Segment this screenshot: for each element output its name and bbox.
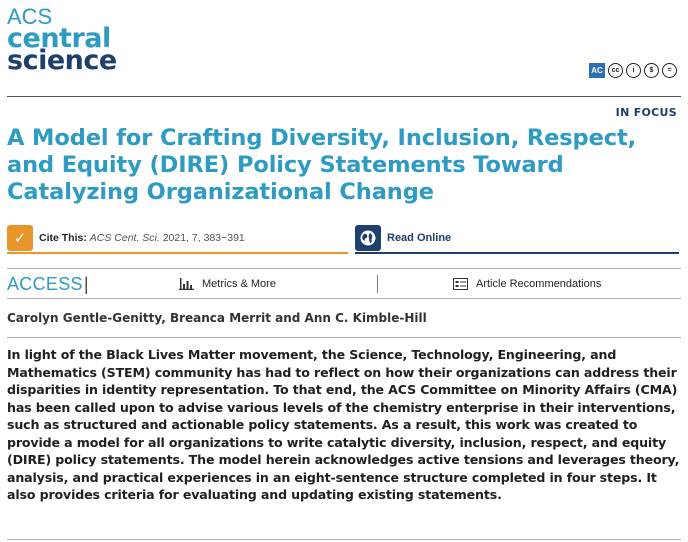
bar-chart-icon (179, 278, 195, 290)
license-badges[interactable] (589, 63, 677, 78)
checkmark-icon: ✓ (7, 225, 33, 251)
access-label (7, 274, 175, 295)
logo-central: central (7, 23, 111, 54)
access-divider-top (7, 268, 681, 269)
attribution-icon: i (626, 63, 641, 78)
access-bar (7, 270, 681, 298)
author-list: Carolyn Gentle-Genitty, Breanca Merrit and Ann C. Kimble-Hill (7, 311, 427, 325)
section-label: IN FOCUS (615, 106, 677, 119)
citation-text (39, 232, 245, 244)
access-divider-bottom (7, 298, 681, 299)
logo-acs: ACS (7, 4, 53, 29)
cite-journal: ACS Cent. Sci. (89, 232, 160, 244)
metrics-link[interactable] (179, 278, 276, 290)
author-choice-icon: AC (589, 63, 605, 78)
read-online-button[interactable] (355, 224, 679, 254)
globe-icon (355, 225, 381, 251)
cc-icon: cc (608, 63, 623, 78)
access-vertical-divider (377, 275, 378, 293)
logo-science: science (7, 45, 117, 76)
journal-logo[interactable] (7, 6, 117, 74)
footer-divider (7, 539, 681, 540)
cite-prefix: Cite This: (39, 232, 87, 244)
abstract-divider (7, 337, 681, 338)
access-separator: | (83, 273, 89, 294)
article-title: A Model for Crafting Diversity, Inclusion, Respect, and Equity (DIRE) Policy Statements Toward Catalyzing Organizational Change (7, 125, 637, 205)
abstract: In light of the Black Lives Matter movement, the Science, Technology, Engineering, and Mathematics (STEM) community has had to reflect on how their organizations can address their disparities in identity representation. To that end, the ACS Committee on Minority Affairs (CMA) has been called upon to advise various levels of the chemistry enterprise in their interventions, such as structured and actionable policy statements. As a result, this work was created to provide a model for all organizations to write catalytic diversity, inclusion, respect, and equity (DIRE) policy statements. The model herein acknowledges active tensions and leverages theory, analysis, and practical experiences in an eight-sentence structure completed in four steps. It also provides criteria for evaluating and updating existing statements. (7, 347, 680, 502)
no-derivatives-icon: = (662, 63, 677, 78)
recommendations-label: Article Recommendations (476, 278, 602, 290)
cite-this-button[interactable] (7, 224, 348, 254)
recommendations-link[interactable] (453, 278, 601, 290)
header-divider (7, 96, 681, 97)
access-text: ACCESS (7, 273, 83, 294)
cite-details: 2021, 7, 383−391 (162, 232, 245, 244)
metrics-label: Metrics & More (202, 278, 276, 290)
noncommercial-icon: $ (644, 63, 659, 78)
read-online-label: Read Online (387, 232, 452, 244)
article-list-icon (453, 278, 468, 290)
